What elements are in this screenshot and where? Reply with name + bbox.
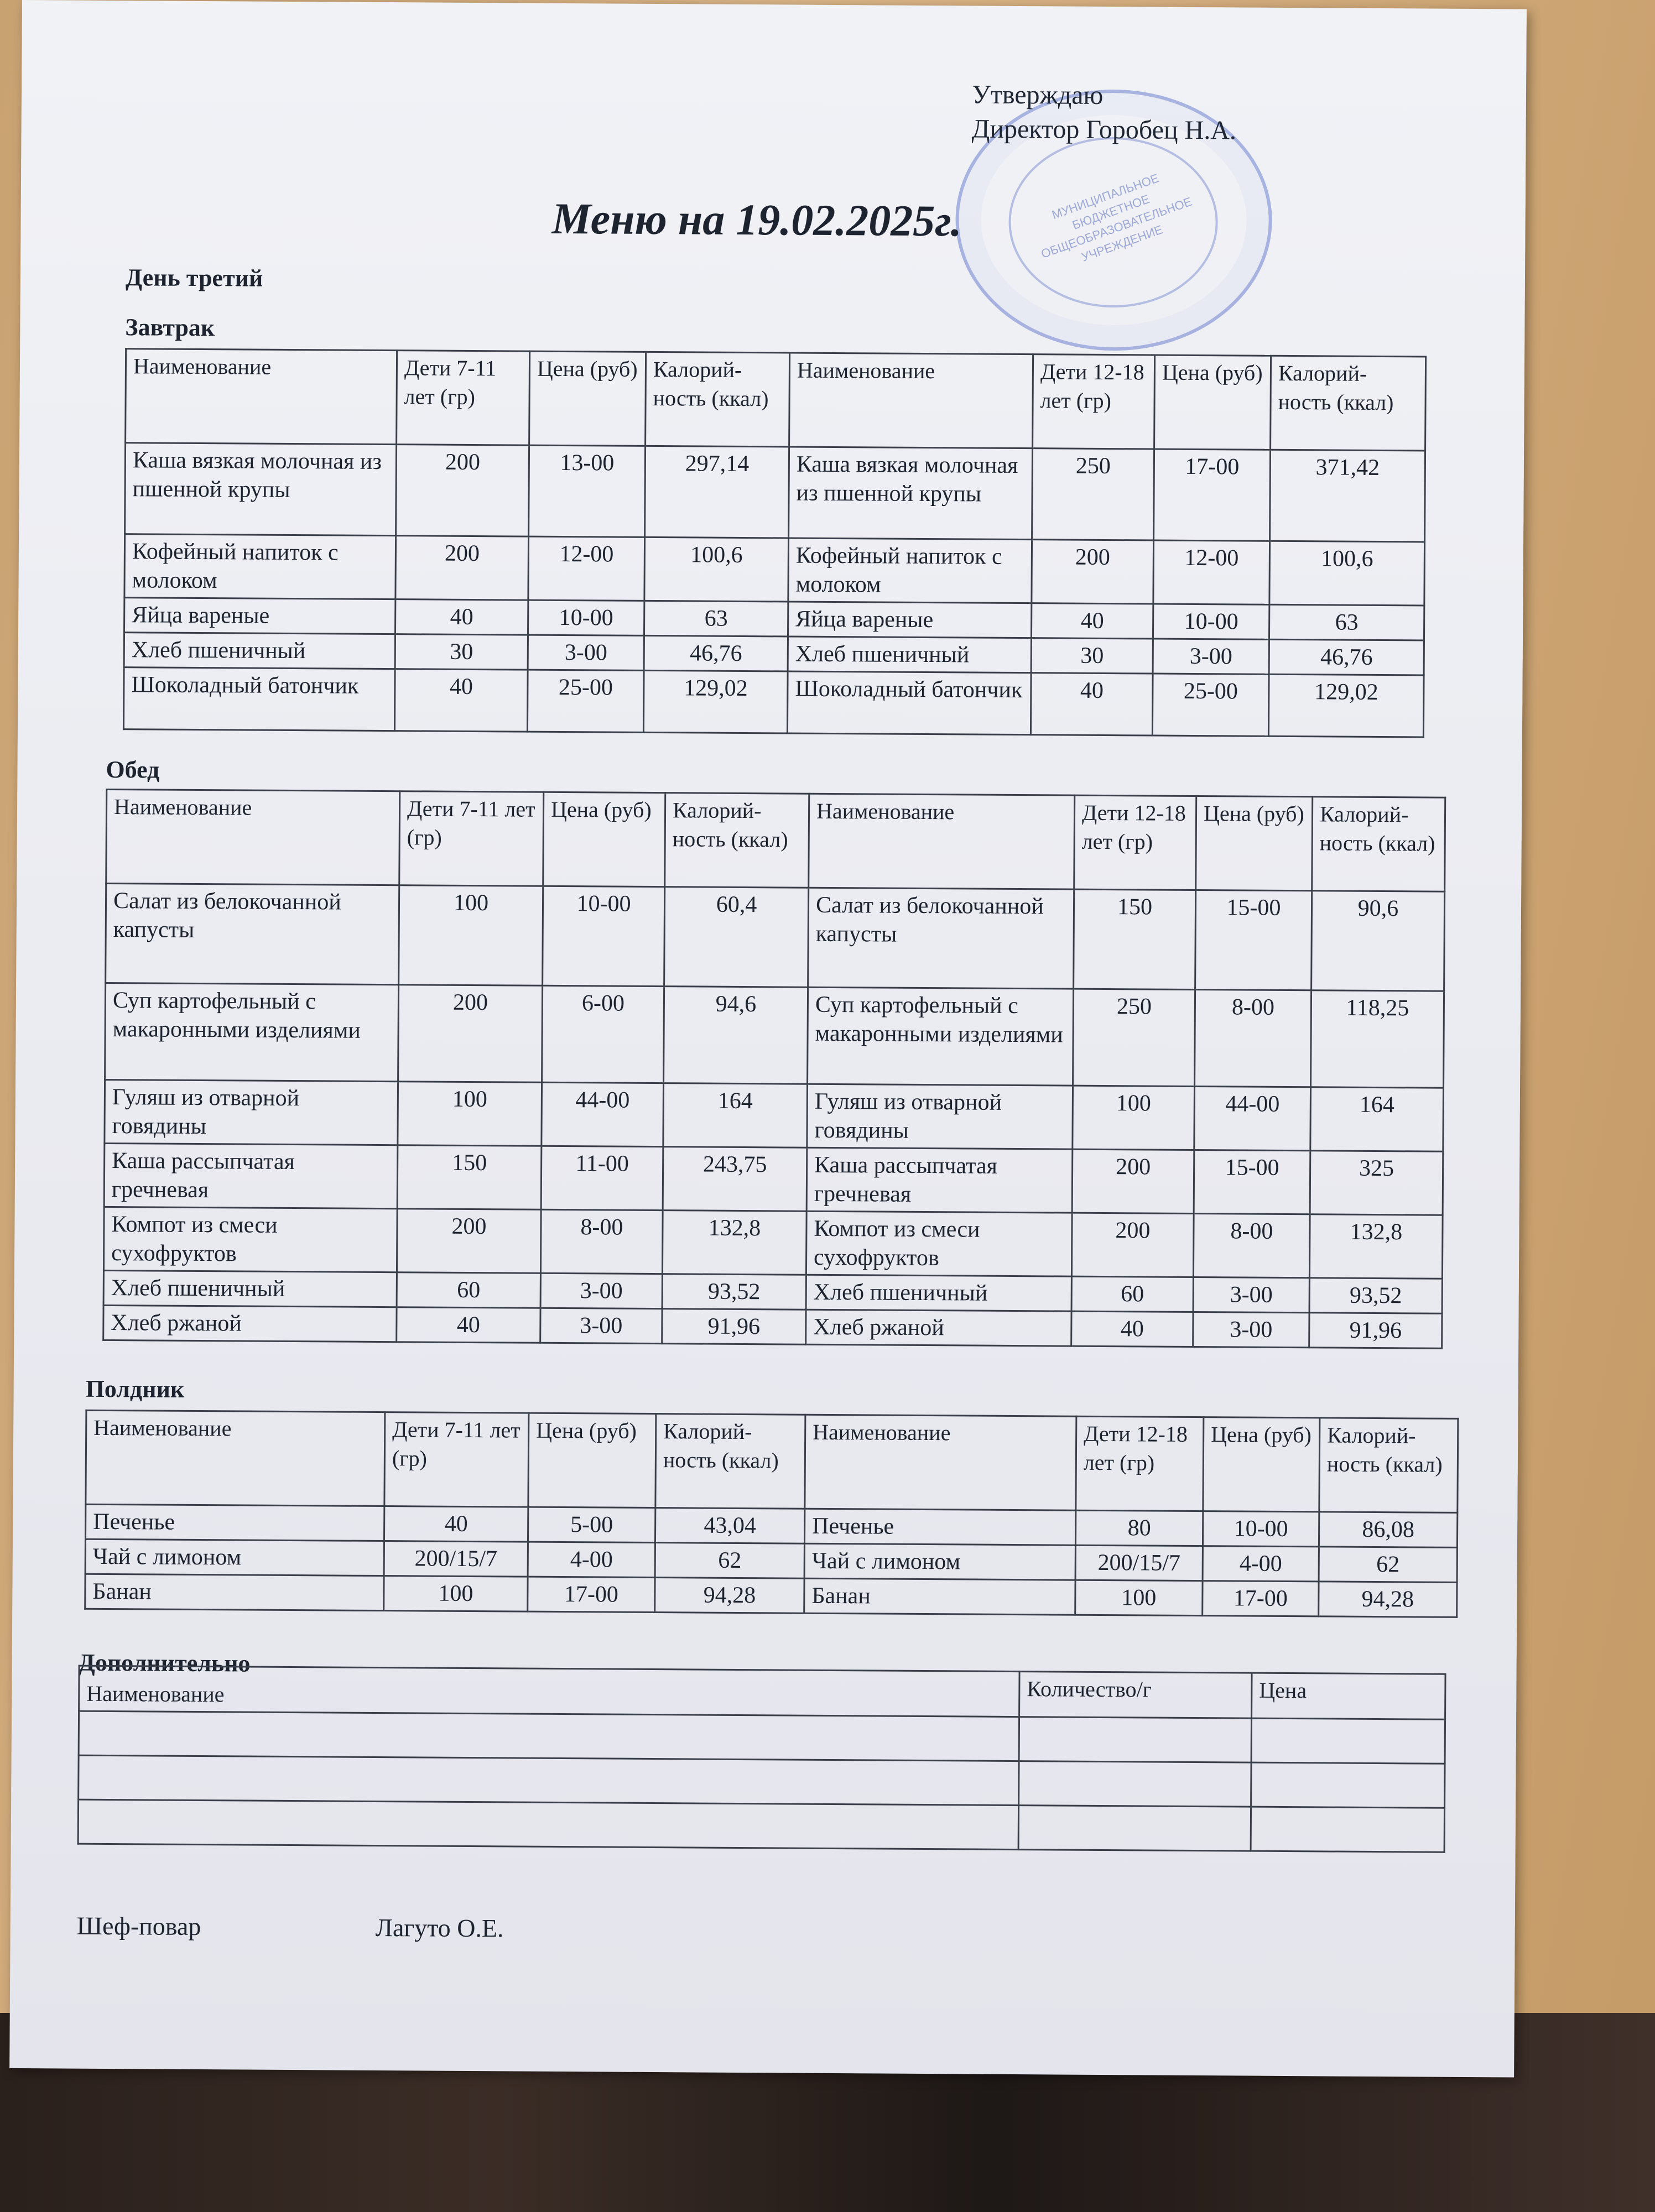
price: 44-00 xyxy=(542,1082,664,1146)
header-name: Наименование xyxy=(86,1410,385,1506)
snack-label: Полдник xyxy=(85,1375,185,1403)
price: 10-00 xyxy=(1203,1511,1319,1547)
table-header-row xyxy=(106,789,1445,891)
calories: 243,75 xyxy=(663,1147,807,1212)
header-calories: Калорий-ность (ккал) xyxy=(1312,797,1445,891)
calories: 94,28 xyxy=(1319,1582,1457,1618)
calories: 325 xyxy=(1310,1151,1443,1215)
calories: 129,02 xyxy=(643,670,788,733)
price: 15-00 xyxy=(1194,1150,1310,1214)
price: 10-00 xyxy=(528,600,644,635)
price: 13-00 xyxy=(529,445,646,537)
empty-cell xyxy=(1251,1718,1445,1764)
header-name: Наименование xyxy=(789,353,1033,448)
empty-cell xyxy=(79,1711,1019,1761)
header-kids-old: Дети 12-18 лет (гр) xyxy=(1033,354,1155,449)
calories: 60,4 xyxy=(664,887,809,988)
empty-cell xyxy=(1018,1806,1251,1851)
price: 10-00 xyxy=(543,886,665,986)
price: 12-00 xyxy=(528,536,645,601)
breakfast-table xyxy=(123,348,1427,738)
calories: 164 xyxy=(1310,1087,1444,1151)
price: 11-00 xyxy=(541,1146,663,1210)
calories: 132,8 xyxy=(662,1211,806,1275)
price: 8-00 xyxy=(540,1209,663,1274)
empty-cell xyxy=(78,1799,1018,1849)
table-row xyxy=(123,667,1424,737)
portion: 60 xyxy=(397,1272,540,1308)
dish-name: Печенье xyxy=(86,1504,384,1541)
header-price: Цена (руб) xyxy=(1203,1417,1320,1512)
header-calories: Калорий-ность (ккал) xyxy=(646,352,790,447)
dish-name: Гуляш из отварной говядины xyxy=(807,1084,1073,1149)
calories: 63 xyxy=(1269,604,1424,640)
approval-line: Утверждаю xyxy=(971,80,1104,110)
header-name: Наименование xyxy=(79,1666,1019,1717)
price: 17-00 xyxy=(1154,449,1271,541)
portion: 150 xyxy=(397,1145,542,1210)
dish-name: Чай с лимоном xyxy=(85,1539,384,1575)
calories: 100,6 xyxy=(644,537,789,602)
extra-label: Дополнительно xyxy=(78,1648,251,1677)
dish-name: Яйца вареные xyxy=(124,598,395,634)
empty-cell xyxy=(1251,1762,1445,1808)
price: 4-00 xyxy=(528,1542,655,1577)
price: 12-00 xyxy=(1153,540,1270,604)
dish-name: Салат из белокочанной капусты xyxy=(808,888,1074,989)
table-header-row xyxy=(79,1666,1445,1719)
table-header-row xyxy=(86,1410,1458,1512)
dish-name: Гуляш из отварной говядины xyxy=(105,1079,398,1145)
table-row xyxy=(103,1305,1442,1348)
portion: 200 xyxy=(1032,540,1154,604)
calories: 94,28 xyxy=(655,1578,804,1614)
header-price: Цена (руб) xyxy=(528,1413,656,1507)
dish-name: Яйца вареные xyxy=(788,602,1031,638)
lunch-label: Обед xyxy=(106,755,160,784)
header-kids-young: Дети 7-11 лет (гр) xyxy=(384,1412,529,1507)
dish-name: Банан xyxy=(804,1578,1075,1615)
header-calories: Калорий-ность (ккал) xyxy=(1271,356,1426,451)
calories: 129,02 xyxy=(1268,674,1424,737)
calories: 90,6 xyxy=(1311,891,1445,991)
director-name: Директор Горобец Н.А. xyxy=(971,114,1237,145)
dish-name: Хлеб пшеничный xyxy=(806,1275,1071,1311)
calories: 86,08 xyxy=(1319,1512,1457,1548)
header-price: Цена (руб) xyxy=(1196,796,1313,890)
portion: 100 xyxy=(398,1082,542,1146)
calories: 91,96 xyxy=(662,1309,806,1345)
portion: 200/15/7 xyxy=(1075,1545,1203,1580)
portion: 200 xyxy=(397,1209,541,1274)
calories: 43,04 xyxy=(655,1508,804,1544)
dish-name: Салат из белокочанной капусты xyxy=(106,883,399,984)
chef-name: Лагуто О.Е. xyxy=(375,1913,504,1943)
portion: 250 xyxy=(1073,989,1195,1086)
header-quantity: Количество/г xyxy=(1019,1672,1252,1719)
header-price: Цена (руб) xyxy=(1154,355,1271,450)
header-calories: Калорий-ность (ккал) xyxy=(665,793,809,888)
portion: 40 xyxy=(1031,603,1153,639)
price: 44-00 xyxy=(1194,1086,1311,1150)
calories: 371,42 xyxy=(1270,450,1425,542)
price: 4-00 xyxy=(1203,1546,1319,1582)
calories: 93,52 xyxy=(662,1274,806,1310)
price: 3-00 xyxy=(1193,1277,1309,1312)
header-price: Цена (руб) xyxy=(543,792,665,886)
snack-table xyxy=(84,1410,1459,1618)
header-price: Цена (руб) xyxy=(529,351,646,446)
empty-cell xyxy=(1019,1717,1251,1763)
header-name: Наименование xyxy=(805,1415,1076,1510)
calories: 118,25 xyxy=(1311,990,1444,1088)
header-calories: Калорий-ность (ккал) xyxy=(1319,1418,1458,1513)
stamp-text: МУНИЦИПАЛЬНОЕ БЮДЖЕТНОЕ ОБЩЕОБРАЗОВАТЕЛЬНОЕ УЧРЕЖДЕНИЕ xyxy=(1039,171,1194,264)
price: 25-00 xyxy=(1152,674,1269,736)
dish-name: Каша рассыпчатая гречневая xyxy=(806,1147,1073,1213)
dish-name: Кофейный напиток с молоком xyxy=(788,538,1032,603)
price: 17-00 xyxy=(1203,1581,1319,1616)
header-kids-old: Дети 12-18 лет (гр) xyxy=(1074,795,1196,890)
table-row xyxy=(104,1143,1443,1215)
empty-cell xyxy=(79,1755,1019,1805)
portion: 40 xyxy=(1031,673,1153,735)
breakfast-label: Завтрак xyxy=(125,314,215,342)
price: 3-00 xyxy=(540,1308,662,1343)
dish-name: Печенье xyxy=(804,1509,1075,1545)
portion: 250 xyxy=(1032,448,1154,540)
portion: 200 xyxy=(395,536,529,600)
dish-name: Компот из смеси сухофруктов xyxy=(806,1211,1072,1276)
header-calories: Калорий-ность (ккал) xyxy=(655,1414,805,1509)
extra-table xyxy=(77,1665,1446,1853)
header-kids-young: Дети 7-11 лет (гр) xyxy=(397,351,530,445)
chef-role: Шеф-повар xyxy=(76,1911,201,1941)
price: 8-00 xyxy=(1193,1213,1310,1277)
dish-name: Шоколадный батончик xyxy=(787,671,1031,735)
header-kids-young: Дети 7-11 лет (гр) xyxy=(399,791,544,886)
calories: 94,6 xyxy=(664,987,808,1084)
page-title: Меню на 19.02.2025г. xyxy=(551,194,962,246)
dish-name: Компот из смеси сухофруктов xyxy=(103,1207,397,1272)
price: 17-00 xyxy=(528,1577,655,1612)
table-row xyxy=(103,1207,1443,1279)
calories: 164 xyxy=(663,1083,808,1148)
portion: 60 xyxy=(1071,1276,1193,1312)
price: 3-00 xyxy=(1193,1312,1309,1347)
calories: 46,76 xyxy=(1269,639,1424,675)
calories: 62 xyxy=(655,1543,804,1579)
price: 3-00 xyxy=(1153,639,1269,674)
calories: 132,8 xyxy=(1309,1214,1443,1279)
calories: 297,14 xyxy=(645,446,789,538)
portion: 200 xyxy=(396,445,529,536)
dish-name: Хлеб ржаной xyxy=(103,1305,397,1342)
price: 5-00 xyxy=(528,1507,655,1542)
portion: 30 xyxy=(1031,638,1153,674)
portion: 80 xyxy=(1075,1510,1203,1546)
empty-cell xyxy=(1019,1761,1251,1807)
price: 3-00 xyxy=(528,635,644,670)
calories: 63 xyxy=(644,601,788,637)
dish-name: Хлеб ржаной xyxy=(806,1310,1071,1346)
price: 8-00 xyxy=(1195,989,1311,1087)
empty-row xyxy=(79,1755,1445,1808)
portion: 200/15/7 xyxy=(384,1541,528,1577)
empty-row xyxy=(79,1711,1445,1764)
dish-name: Суп картофельный с макаронными изделиями xyxy=(808,987,1074,1086)
portion: 100 xyxy=(1073,1086,1195,1150)
portion: 30 xyxy=(395,634,528,670)
dish-name: Каша рассыпчатая гречневая xyxy=(104,1143,398,1208)
empty-cell xyxy=(1251,1807,1444,1852)
dish-name: Хлеб пшеничный xyxy=(124,633,395,669)
portion: 40 xyxy=(384,1506,528,1542)
approval-block xyxy=(971,77,1236,148)
header-name: Наименование xyxy=(126,349,397,445)
price: 6-00 xyxy=(542,985,664,1083)
dish-name: Каша вязкая молочная из пшенной крупы xyxy=(125,443,397,536)
calories: 100,6 xyxy=(1269,541,1425,606)
calories: 62 xyxy=(1319,1547,1457,1583)
empty-row xyxy=(78,1799,1444,1852)
dish-name: Суп картофельный с макаронными изделиями xyxy=(105,983,399,1081)
price: 15-00 xyxy=(1195,890,1312,990)
table-row xyxy=(124,534,1425,606)
day-label: День третий xyxy=(125,264,263,292)
calories: 91,96 xyxy=(1309,1313,1442,1348)
price: 3-00 xyxy=(540,1273,662,1308)
portion: 40 xyxy=(1071,1311,1193,1347)
table-row xyxy=(105,983,1444,1088)
price: 10-00 xyxy=(1153,604,1269,639)
table-row xyxy=(106,883,1445,991)
dish-name: Хлеб пшеничный xyxy=(103,1270,397,1307)
portion: 200 xyxy=(398,985,543,1083)
calories: 93,52 xyxy=(1309,1278,1442,1313)
dish-name: Кофейный напиток с молоком xyxy=(124,534,396,599)
dish-name: Хлеб пшеничный xyxy=(788,637,1031,673)
dish-name: Шоколадный батончик xyxy=(123,667,395,731)
header-name: Наименование xyxy=(106,789,400,885)
portion: 150 xyxy=(1074,889,1196,989)
menu-sheet xyxy=(9,0,1527,2078)
table-header-row xyxy=(126,349,1426,451)
table-row xyxy=(125,443,1425,542)
portion: 200 xyxy=(1072,1149,1194,1213)
portion: 40 xyxy=(394,669,528,732)
table-row xyxy=(105,1079,1444,1151)
dish-name: Чай с лимоном xyxy=(804,1543,1075,1580)
dish-name: Каша вязкая молочная из пшенной крупы xyxy=(789,447,1033,540)
dish-name: Банан xyxy=(85,1574,384,1610)
header-name: Наименование xyxy=(809,794,1075,889)
header-kids-old: Дети 12-18 лет (гр) xyxy=(1076,1416,1204,1511)
portion: 100 xyxy=(399,885,543,986)
portion: 200 xyxy=(1071,1213,1194,1277)
portion: 100 xyxy=(384,1576,528,1612)
calories: 46,76 xyxy=(644,635,788,671)
portion: 40 xyxy=(395,599,528,635)
price: 25-00 xyxy=(527,670,644,732)
lunch-table xyxy=(102,789,1446,1349)
header-price: Цена xyxy=(1252,1673,1445,1719)
portion: 100 xyxy=(1075,1580,1203,1615)
portion: 40 xyxy=(397,1307,540,1343)
